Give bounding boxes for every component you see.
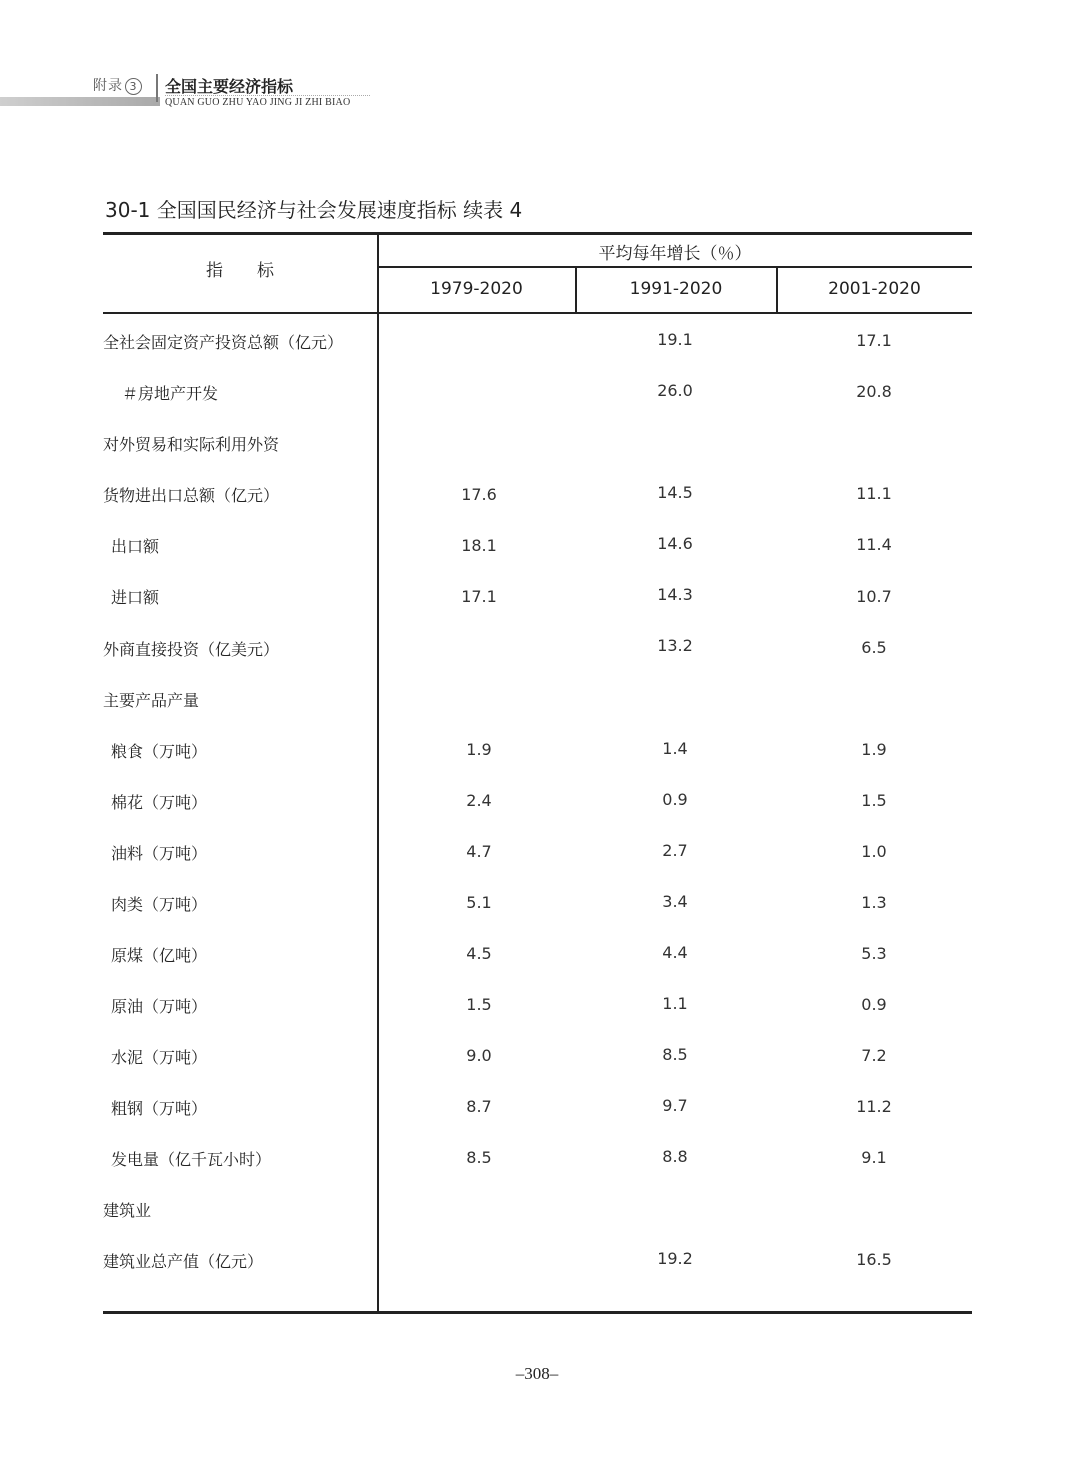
row-label: 进口额 (111, 588, 160, 607)
table-top-rule (103, 232, 972, 235)
row-label: 对外贸易和实际利用外资 (103, 435, 280, 454)
table-cell: 1.3 (861, 893, 887, 912)
table-cell: 8.5 (662, 1045, 688, 1064)
table-cell: 1.4 (662, 739, 688, 758)
row-label: 粮食（万吨） (111, 742, 208, 761)
table-cell: 14.3 (657, 585, 693, 604)
section-subtitle-pinyin: QUAN GUO ZHU YAO JING JI ZHI BIAO (165, 97, 351, 108)
table-cell: 2.7 (662, 841, 688, 860)
row-label: 原煤（亿吨） (111, 946, 208, 965)
table-cell: 1.5 (466, 995, 492, 1014)
table-cell: 5.3 (861, 944, 887, 963)
row-label: 水泥（万吨） (111, 1048, 208, 1067)
column-header: 1979-2020 (430, 279, 523, 299)
table-cell: 26.0 (657, 381, 693, 400)
table-cell: 9.0 (466, 1046, 492, 1065)
table-cell: 9.1 (861, 1148, 887, 1167)
table-bottom-rule (103, 1311, 972, 1314)
table-cell: 4.7 (466, 842, 492, 861)
row-label: 棉花（万吨） (111, 793, 208, 812)
row-label: ＃房地产开发 (122, 384, 219, 403)
table-cell: 19.2 (657, 1249, 693, 1268)
row-label: 油料（万吨） (111, 844, 208, 863)
table-cell: 9.7 (662, 1096, 688, 1115)
row-label: 肉类（万吨） (111, 895, 208, 914)
table-cell: 16.5 (856, 1250, 892, 1269)
indicator-header: 指 标 (206, 261, 274, 281)
stub-divider (377, 233, 379, 1312)
header-bottom-rule (103, 312, 972, 314)
table-cell: 19.1 (657, 330, 693, 349)
table-cell: 1.1 (662, 994, 688, 1013)
table-cell: 6.5 (861, 638, 887, 657)
table-cell: 1.9 (466, 740, 492, 759)
table-cell: 5.1 (466, 893, 492, 912)
column-header: 1991-2020 (629, 279, 723, 299)
row-label: 全社会固定资产投资总额（亿元） (103, 333, 344, 352)
table-cell: 17.1 (461, 587, 497, 606)
table-cell: 11.1 (856, 484, 892, 503)
row-label: 主要产品产量 (103, 691, 200, 710)
table-cell: 17.1 (856, 331, 892, 350)
table-cell: 20.8 (856, 382, 892, 401)
table-cell: 1.0 (861, 842, 887, 861)
row-label: 建筑业总产值（亿元） (103, 1252, 264, 1271)
table-cell: 13.2 (657, 636, 693, 655)
table-cell: 4.5 (466, 944, 492, 963)
header-dotted-rule (165, 95, 370, 96)
row-label: 原油（万吨） (111, 997, 208, 1016)
table-cell: 18.1 (461, 536, 497, 555)
row-label: 出口额 (111, 537, 160, 556)
row-label: 外商直接投资（亿美元） (103, 640, 280, 659)
section-title: 全国主要经济指标 (165, 77, 294, 96)
appendix-number: 3 (125, 78, 142, 95)
table-cell: 4.4 (662, 943, 688, 962)
appendix-badge: 附录 3 (93, 75, 142, 95)
row-label: 粗钢（万吨） (111, 1099, 208, 1118)
table-title: 30-1 全国国民经济与社会发展速度指标 续表 4 (105, 198, 523, 222)
table-cell: 7.2 (861, 1046, 887, 1065)
table-cell: 0.9 (861, 995, 887, 1014)
table-cell: 14.5 (657, 483, 693, 502)
page-number: –308– (515, 1364, 559, 1383)
table-cell: 2.4 (466, 791, 492, 810)
table-cell: 14.6 (657, 534, 693, 553)
header-separator (156, 74, 158, 102)
group-header-rule (378, 266, 972, 268)
table-cell: 3.4 (662, 892, 688, 911)
table-cell: 11.2 (856, 1097, 892, 1116)
row-label: 货物进出口总额（亿元） (103, 486, 280, 505)
table-cell: 8.7 (466, 1097, 492, 1116)
table-cell: 11.4 (856, 535, 892, 554)
group-header: 平均每年增长（％） (598, 244, 752, 264)
table-cell: 8.8 (662, 1147, 688, 1166)
column-header: 2001-2020 (828, 279, 921, 299)
table-cell: 17.6 (461, 485, 497, 504)
table-cell: 0.9 (662, 790, 688, 809)
row-label: 建筑业 (103, 1201, 152, 1220)
table-cell: 8.5 (466, 1148, 492, 1167)
table-cell: 1.5 (861, 791, 887, 810)
table-cell: 1.9 (861, 740, 887, 759)
header-decor-bar (0, 97, 160, 106)
row-label: 发电量（亿千瓦小时） (111, 1150, 272, 1169)
table-cell: 10.7 (856, 587, 892, 606)
